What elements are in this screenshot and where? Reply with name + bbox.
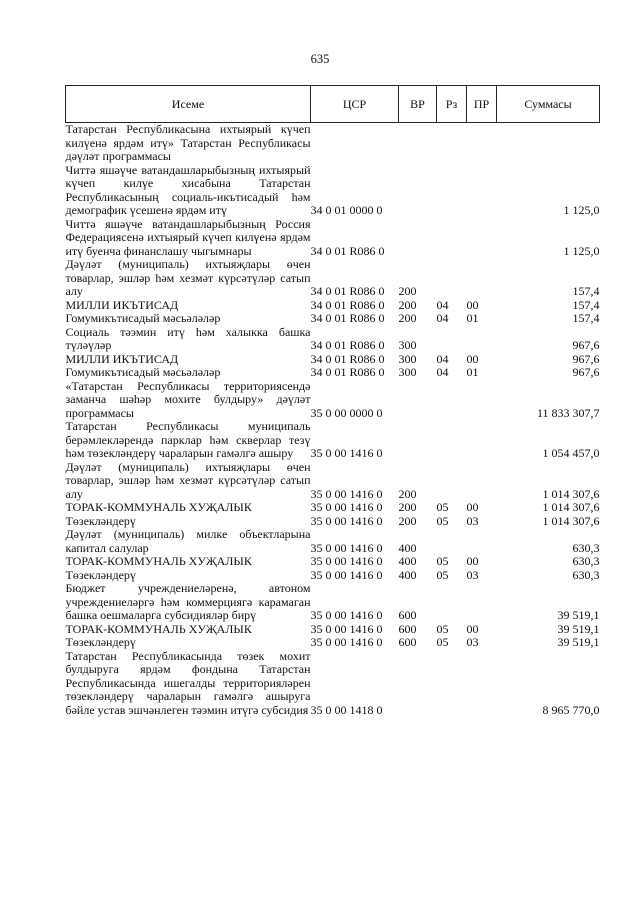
row-name: Гомумикътисадый мәсьәләләр [65,311,221,325]
row-rz [437,461,467,502]
row-rz [437,164,467,218]
table-row [66,420,600,461]
row-rz: 05 [436,635,449,649]
header-vr: ВР [399,86,437,123]
row-rz [437,528,467,555]
row-pr: 00 [466,500,479,514]
row-csr: 35 0 00 1416 0 [310,608,383,622]
row-name: Читтә яшәүче ватандашларыбызның Россия Федерациясенә ихтыярый күчеп килүенә ярдәм итү буенча финанслашу чыгымнары [65,216,311,258]
row-vr: 600 [398,608,417,622]
row-csr: 34 0 01 R086 0 [310,311,385,325]
row-vr: 200 [398,311,417,325]
table-row [66,636,600,650]
row-sum: 1 014 307,6 [542,513,600,528]
row-name: Дәүләт (муниципаль) ихтыяҗлары өчен товарлар, эшләр һәм хезмәт күрсәтүләр сатып алу [65,459,311,501]
row-sum: 1 125,0 [563,203,600,217]
row-csr: 34 0 01 R086 0 [310,284,385,298]
row-csr: 35 0 00 1416 0 [310,567,383,582]
row-sum: 39 519,1 [557,621,600,636]
row-rz: 04 [436,351,449,366]
row-rz [437,380,467,421]
row-pr: 00 [466,297,479,312]
row-rz [437,258,467,299]
row-name: Дәүләт (муниципаль) милке объектларына капитал салулар [65,527,311,555]
row-pr [467,461,497,502]
row-vr: 600 [398,621,417,636]
row-pr [467,528,497,555]
table-row [66,326,600,353]
table-row [66,258,600,299]
row-csr: 34 0 01 R086 0 [310,243,385,258]
row-rz [437,326,467,353]
row-name: ТОРАК-КОММУНАЛЬ ХУҖАЛЫК [65,500,252,514]
table-row [66,366,600,380]
row-csr: 34 0 01 R086 0 [310,338,385,352]
row-sum [497,123,600,164]
row-name: Гомумикътисадый мәсьәләләр [65,365,221,379]
row-csr: 34 0 01 R086 0 [310,297,385,312]
row-sum: 1 054 457,0 [542,446,600,460]
row-rz: 05 [436,621,449,636]
table-row [66,123,600,164]
row-name: «Татарстан Республикасы территориясендә заманча шәһәр мохите булдыру» дәүләт программасы [65,378,311,420]
row-rz: 04 [436,311,449,325]
row-pr [467,420,497,461]
row-vr: 200 [398,284,417,298]
row-name: Дәүләт (муниципаль) ихтыяҗлары өчен товарлар, эшләр һәм хезмәт күрсәтүләр сатып алу [65,257,311,298]
row-sum: 39 519,1 [557,635,600,649]
table-row [66,528,600,555]
row-sum: 630,3 [572,567,600,582]
row-sum: 39 519,1 [557,608,600,622]
row-csr: 35 0 00 0000 0 [310,405,383,420]
row-sum: 1 014 307,6 [542,486,600,501]
row-sum: 967,6 [572,338,600,352]
row-rz [437,218,467,259]
row-csr: 35 0 00 1416 0 [310,621,383,636]
row-vr: 300 [398,365,417,379]
row-pr [467,326,497,353]
row-name: Социаль тәэмин итү һәм халыкка башка түләүләр [65,324,311,352]
row-pr [467,218,497,259]
table-row [66,164,600,218]
row-name: ТОРАК-КОММУНАЛЬ ХУҖАЛЫК [65,621,252,636]
row-sum: 1 125,0 [563,243,600,258]
row-sum: 967,6 [572,351,600,366]
row-pr: 00 [466,351,479,366]
row-vr [399,164,437,218]
row-sum: 630,3 [572,540,600,555]
table-row [66,353,600,367]
row-csr: 35 0 00 1416 0 [310,446,383,460]
row-csr: 35 0 00 1416 0 [310,500,383,514]
row-csr: 34 0 01 R086 0 [310,365,385,379]
row-vr: 600 [398,635,417,649]
table-row [66,461,600,502]
row-rz [437,650,467,718]
row-vr: 400 [398,567,417,582]
row-pr: 03 [466,567,479,582]
row-pr [467,258,497,299]
table-row [66,501,600,515]
row-pr: 00 [466,621,479,636]
row-pr: 01 [466,365,479,379]
table-row [66,650,600,718]
row-csr: 35 0 00 1418 0 [310,702,383,717]
row-sum: 11 833 307,7 [536,405,600,420]
table-row [66,515,600,529]
row-pr [467,123,497,164]
row-pr [467,650,497,718]
row-name: МИЛЛИ ИКЪТИСАД [65,297,179,312]
row-vr [399,123,437,164]
header-pr: ПР [467,86,497,123]
row-vr [399,218,437,259]
row-vr: 300 [398,338,417,352]
row-pr [467,582,497,623]
row-csr: 35 0 00 1416 0 [310,540,383,555]
table-row [66,218,600,259]
row-csr: 35 0 00 1416 0 [310,554,383,568]
row-vr: 200 [398,500,417,514]
row-sum: 1 014 307,6 [542,500,600,514]
row-sum: 630,3 [572,554,600,568]
row-rz: 04 [436,365,449,379]
row-vr: 300 [398,351,417,366]
table-row [66,299,600,313]
row-pr [467,164,497,218]
row-name: Төзекләндерү [65,513,136,528]
row-rz: 05 [436,554,449,568]
page-number: 635 [310,52,330,66]
row-vr: 400 [398,554,417,568]
row-name: ТОРАК-КОММУНАЛЬ ХУҖАЛЫК [65,554,252,568]
row-rz [437,420,467,461]
row-pr: 00 [466,554,479,568]
header-csr: ЦСР [311,86,399,123]
table-body [66,123,600,718]
row-vr [399,420,437,461]
row-name: Татарстан Республикасында төзек мохит булдыруга ярдәм фондына Татарстан Республикасында ишегалды территорияләрен төзекләндерү чараларын гамәлгә ашыруга бәйле устав эшчәнлеген тәэмин итүгә субсидия [65,648,311,717]
header-sum: Суммасы [497,86,600,123]
table-row [66,380,600,421]
row-name: Читтә яшәүче ватандашларыбызның ихтыярый күчеп килүе хисабына Татарстан Республикасының социаль-икътисадый һәм демографик үсешенә ярдәм итү [65,162,311,217]
row-rz: 05 [436,500,449,514]
table-row [66,312,600,326]
row-name: МИЛЛИ ИКЪТИСАД [65,351,179,366]
table-row [66,555,600,569]
row-csr: 35 0 00 1416 0 [310,513,383,528]
row-sum: 157,4 [572,311,600,325]
row-csr: 35 0 00 1416 0 [310,486,383,501]
budget-table [65,85,600,717]
row-vr: 200 [398,297,417,312]
table-row [66,623,600,637]
row-vr: 400 [398,540,417,555]
row-pr: 01 [466,311,479,325]
table-row [66,582,600,623]
row-vr: 200 [398,486,417,501]
table-row [66,569,600,583]
row-sum: 157,4 [572,284,600,298]
row-rz: 05 [436,567,449,582]
row-sum: 967,6 [572,365,600,379]
row-vr: 200 [398,513,417,528]
row-pr: 03 [466,635,479,649]
row-name: Төзекләндерү [65,567,136,582]
row-csr: 35 0 00 1416 0 [310,635,383,649]
row-csr: 34 0 01 R086 0 [310,351,385,366]
row-sum: 8 965 770,0 [542,702,600,717]
row-name: Татарстан Республикасы муниципаль берәмлекләрендә парклар һәм скверлар тезү һәм төзекләндерү чараларын гамәлгә ашыру [65,419,311,460]
row-sum: 157,4 [572,297,600,312]
table-header-row [66,86,600,123]
row-vr [399,650,437,718]
row-rz [437,123,467,164]
row-name: Төзекләндерү [65,635,136,649]
row-name: Татарстан Республикасына ихтыярый күчеп килүенә ярдәм итү» Татарстан Республикасы дәүләт программасы [65,122,311,163]
row-rz: 04 [436,297,449,312]
row-name: Бюджет учреждениеләренә, автоном учреждениеләргә һәм коммерциягә карамаган башка оешмаларга субсидияләр бирү [65,581,311,622]
row-rz [437,582,467,623]
row-vr [399,380,437,421]
row-pr [467,380,497,421]
row-pr: 03 [466,513,479,528]
row-rz: 05 [436,513,449,528]
row-csr: 34 0 01 0000 0 [310,203,383,217]
header-name: Исеме [66,86,311,123]
header-rz: Рз [437,86,467,123]
row-csr [311,123,399,164]
